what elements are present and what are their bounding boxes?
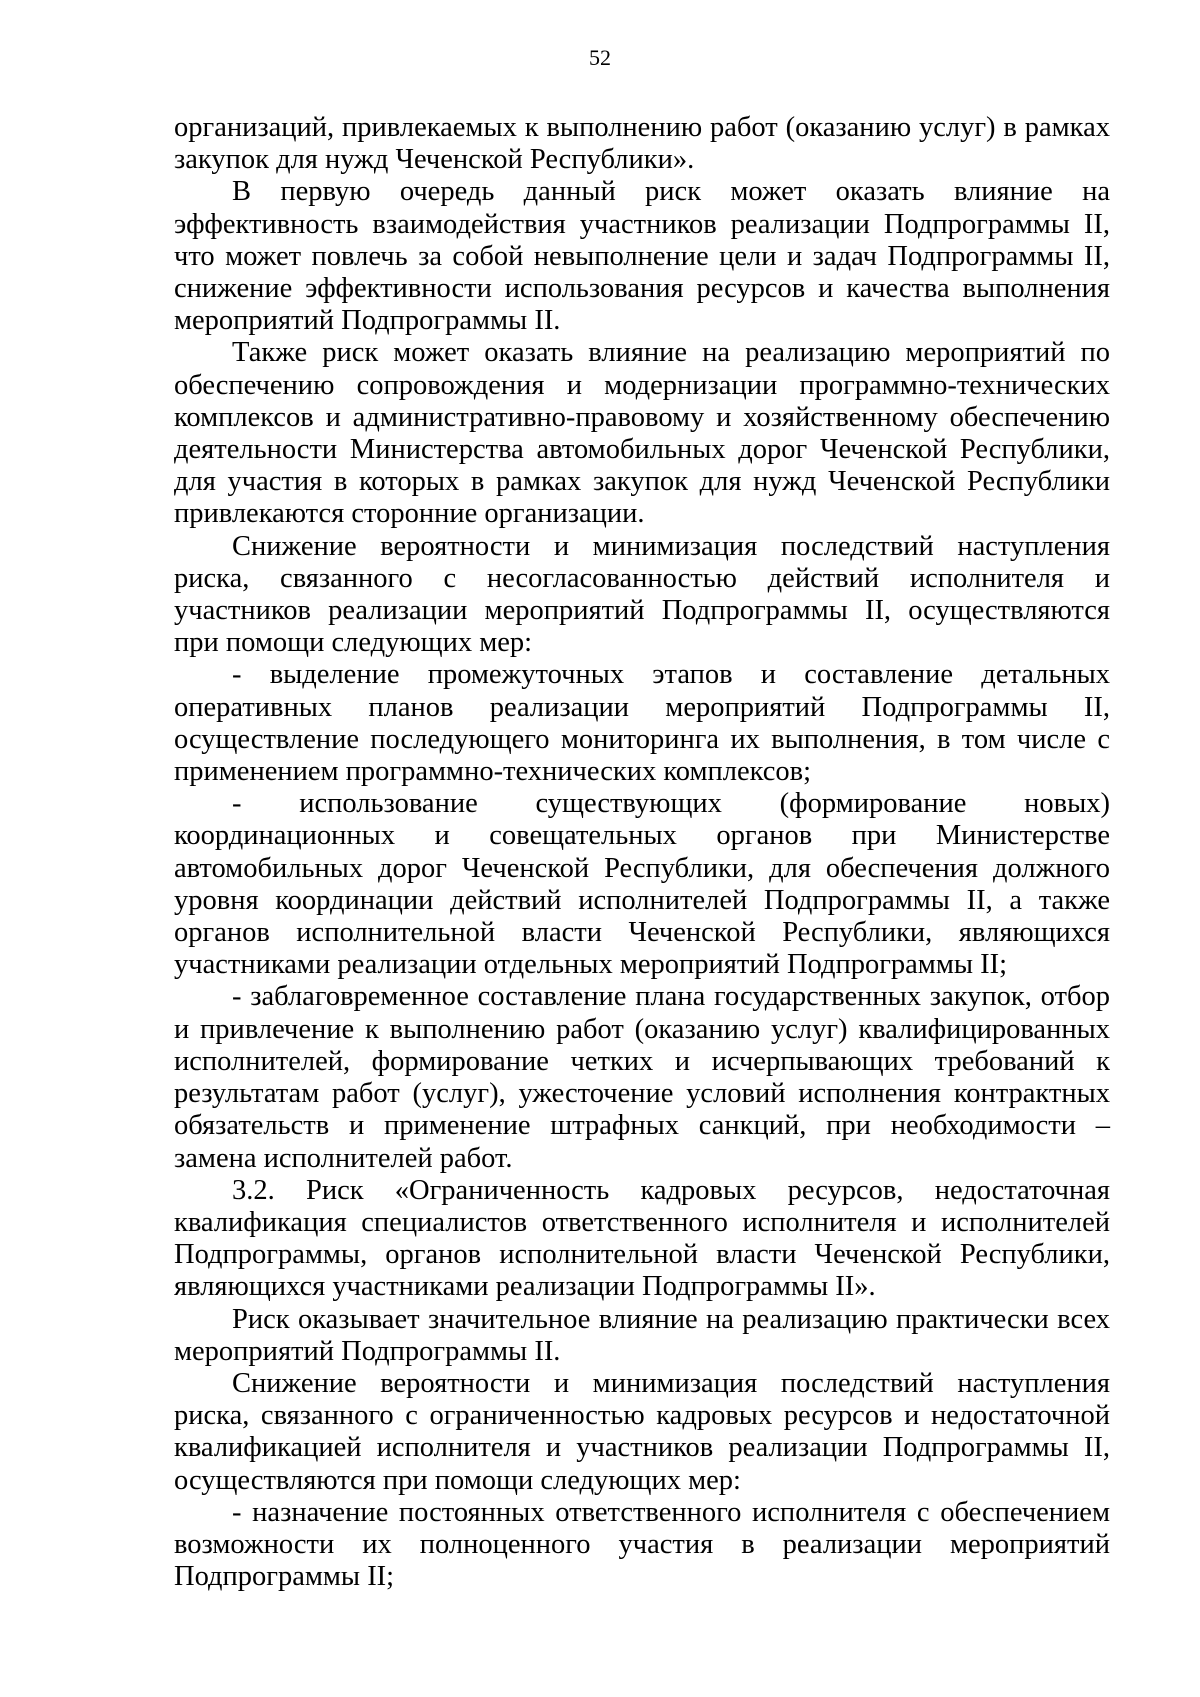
list-item-coordination-bodies: - использование существующих (формирование новых) координационных и совещательных органов при Министерстве автомобильных дорог Чеченской Республики, для обеспечения должного уровня координации действий исполнителей Подпрограммы II, а также органов исполнительной власти Чеченской Республики, являющихся участниками реализации отдельных мероприятий Подпрограммы II; — [174, 788, 1110, 981]
section-heading-risk-3-2: 3.2. Риск «Ограниченность кадровых ресурсов, недостаточная квалификация специалистов ответственного исполнителя и исполнителей Подпрограммы, органов исполнительной власти Чеченской Республики, являющихся участниками реализации Подпрограммы II». — [174, 1174, 1110, 1303]
page-number: 52 — [589, 45, 611, 70]
paragraph-mitigation-intro-2: Снижение вероятности и минимизация последствий наступления риска, связанного с ограниченностью кадровых ресурсов и недостаточной квалификацией исполнителя и участников реализации Подпрограммы II, осуществляются при помощи следующих мер: — [174, 1367, 1110, 1496]
paragraph-mitigation-intro: Снижение вероятности и минимизация последствий наступления риска, связанного с несогласованностью действий исполнителя и участников реализации мероприятий Подпрограммы II, осуществляются при помощи следующих мер: — [174, 530, 1110, 659]
paragraph-risk-effect: В первую очередь данный риск может оказать влияние на эффективность взаимодействия участников реализации Подпрограммы II, что может повлечь за собой невыполнение цели и задач Подпрограммы II, снижение эффективности использования ресурсов и качества выполнения мероприятий Подпрограммы II. — [174, 176, 1110, 337]
list-item-intermediate-stages: - выделение промежуточных этапов и составление детальных оперативных планов реализации мероприятий Подпрограммы II, осуществление последующего мониторинга их выполнения, в том числе с применением программно-технических комплексов; — [174, 659, 1110, 788]
paragraph-risk-activities: Также риск может оказать влияние на реализацию мероприятий по обеспечению сопровождения и модернизации программно-технических комплексов и административно-правовому и хозяйственному обеспечению деятельности Министерства автомобильных дорог Чеченской Республики, для участия в которых в рамках закупок для нужд Чеченской Республики привлекаются сторонние организации. — [174, 337, 1110, 530]
document-body — [174, 112, 1110, 1593]
list-item-appointment: - назначение постоянных ответственного исполнителя с обеспечением возможности их полноценного участия в реализации мероприятий Подпрограммы II; — [174, 1496, 1110, 1593]
paragraph-risk-influence: Риск оказывает значительное влияние на реализацию практически всех мероприятий Подпрограммы II. — [174, 1303, 1110, 1367]
list-item-procurement-plan: - заблаговременное составление плана государственных закупок, отбор и привлечение к выполнению работ (оказанию услуг) квалифицированных исполнителей, формирование четких и исчерпывающих требований к результатам работ (услуг), ужесточение условий исполнения контрактных обязательств и применение штрафных санкций, при необходимости – замена исполнителей работ. — [174, 981, 1110, 1174]
paragraph-continuation: организаций, привлекаемых к выполнению работ (оказанию услуг) в рамках закупок для нужд Чеченской Республики». — [174, 112, 1110, 176]
